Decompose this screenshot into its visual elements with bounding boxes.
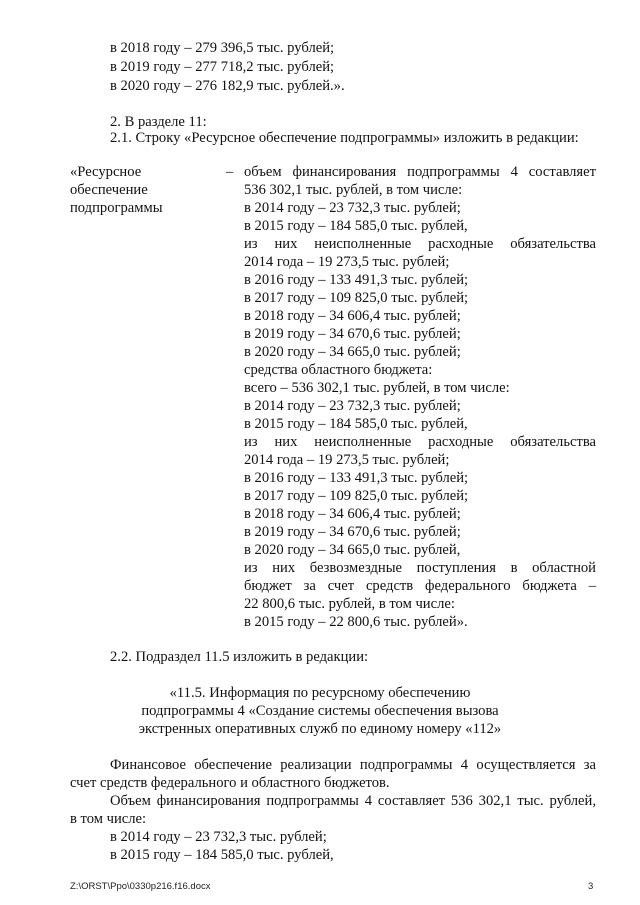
row-line: в 2014 году – 23 732,3 тыс. рублей; — [244, 200, 461, 216]
row-line: средства областного бюджета: — [244, 362, 433, 378]
page-number: 3 — [588, 881, 594, 892]
intro-line: в 2019 году – 277 718,2 тыс. рублей; — [110, 59, 335, 75]
row-line: в 2019 году – 34 670,6 тыс. рублей; — [244, 326, 461, 342]
body-line: Объем финансирования подпрограммы 4 составляет 536 302,1 тыс. рублей, — [110, 793, 596, 809]
row-line: из них неисполненные расходные обязательства — [244, 236, 596, 252]
row-line: в 2019 году – 34 670,6 тыс. рублей; — [244, 524, 461, 540]
row-line: в 2017 году – 109 825,0 тыс. рублей; — [244, 290, 469, 306]
footer-file-path: Z:\ORST\Ppo\0330p216.f16.docx — [70, 881, 211, 892]
subsection-title-line: подпрограммы 4 «Создание системы обеспечения вызова — [141, 703, 499, 719]
row-line: в 2016 году – 133 491,3 тыс. рублей; — [244, 272, 469, 288]
section-heading: 2. В разделе 11: — [110, 114, 207, 130]
row-line: в 2020 году – 34 665,0 тыс. рублей, — [244, 542, 461, 558]
intro-line: в 2018 году – 279 396,5 тыс. рублей; — [110, 40, 335, 56]
body-line: счет средств федерального и областного бюджетов. — [70, 775, 390, 791]
row-line: из них неисполненные расходные обязательства — [244, 434, 596, 450]
subsection-title-line: экстренных оперативных служб по единому номеру «112» — [138, 721, 502, 737]
row-line: в 2014 году – 23 732,3 тыс. рублей; — [244, 398, 461, 414]
row-label-line: обеспечение — [70, 182, 148, 198]
row-line: в 2017 году – 109 825,0 тыс. рублей; — [244, 488, 469, 504]
item-2-2: 2.2. Подраздел 11.5 изложить в редакции: — [110, 649, 369, 665]
row-line: бюджет за счет средств федерального бюджета – — [244, 578, 596, 594]
intro-line: в 2020 году – 276 182,9 тыс. рублей.». — [110, 78, 345, 94]
body-line: в том числе: — [70, 811, 147, 827]
row-line: в 2016 году – 133 491,3 тыс. рублей; — [244, 470, 469, 486]
row-line: в 2015 году – 184 585,0 тыс. рублей, — [244, 416, 468, 432]
row-dash: – — [226, 164, 234, 180]
item-2-1: 2.1. Строку «Ресурсное обеспечение подпрограммы» изложить в редакции: — [110, 130, 579, 146]
row-line: в 2015 году – 184 585,0 тыс. рублей, — [244, 218, 468, 234]
row-line: 2014 года – 19 273,5 тыс. рублей; — [244, 452, 450, 468]
row-line: 22 800,6 тыс. рублей, в том числе: — [244, 596, 455, 612]
row-line: 536 302,1 тыс. рублей, в том числе: — [244, 182, 463, 198]
body-line: в 2014 году – 23 732,3 тыс. рублей; — [110, 829, 327, 845]
row-line: объем финансирования подпрограммы 4 составляет — [244, 164, 596, 180]
row-label-line: «Ресурсное — [70, 164, 142, 180]
row-label-line: подпрограммы — [70, 200, 163, 216]
row-line: всего – 536 302,1 тыс. рублей, в том числе: — [244, 380, 510, 396]
body-line: Финансовое обеспечение реализации подпрограммы 4 осуществляется за — [110, 757, 596, 773]
subsection-title-line: «11.5. Информация по ресурсному обеспечению — [169, 685, 471, 701]
row-line: из них безвозмездные поступления в областной — [244, 560, 596, 576]
row-line: в 2018 году – 34 606,4 тыс. рублей; — [244, 308, 461, 324]
row-line: 2014 года – 19 273,5 тыс. рублей; — [244, 254, 450, 270]
row-line: в 2018 году – 34 606,4 тыс. рублей; — [244, 506, 461, 522]
row-line: в 2015 году – 22 800,6 тыс. рублей». — [244, 614, 468, 630]
body-line: в 2015 году – 184 585,0 тыс. рублей, — [110, 847, 334, 863]
row-line: в 2020 году – 34 665,0 тыс. рублей; — [244, 344, 461, 360]
